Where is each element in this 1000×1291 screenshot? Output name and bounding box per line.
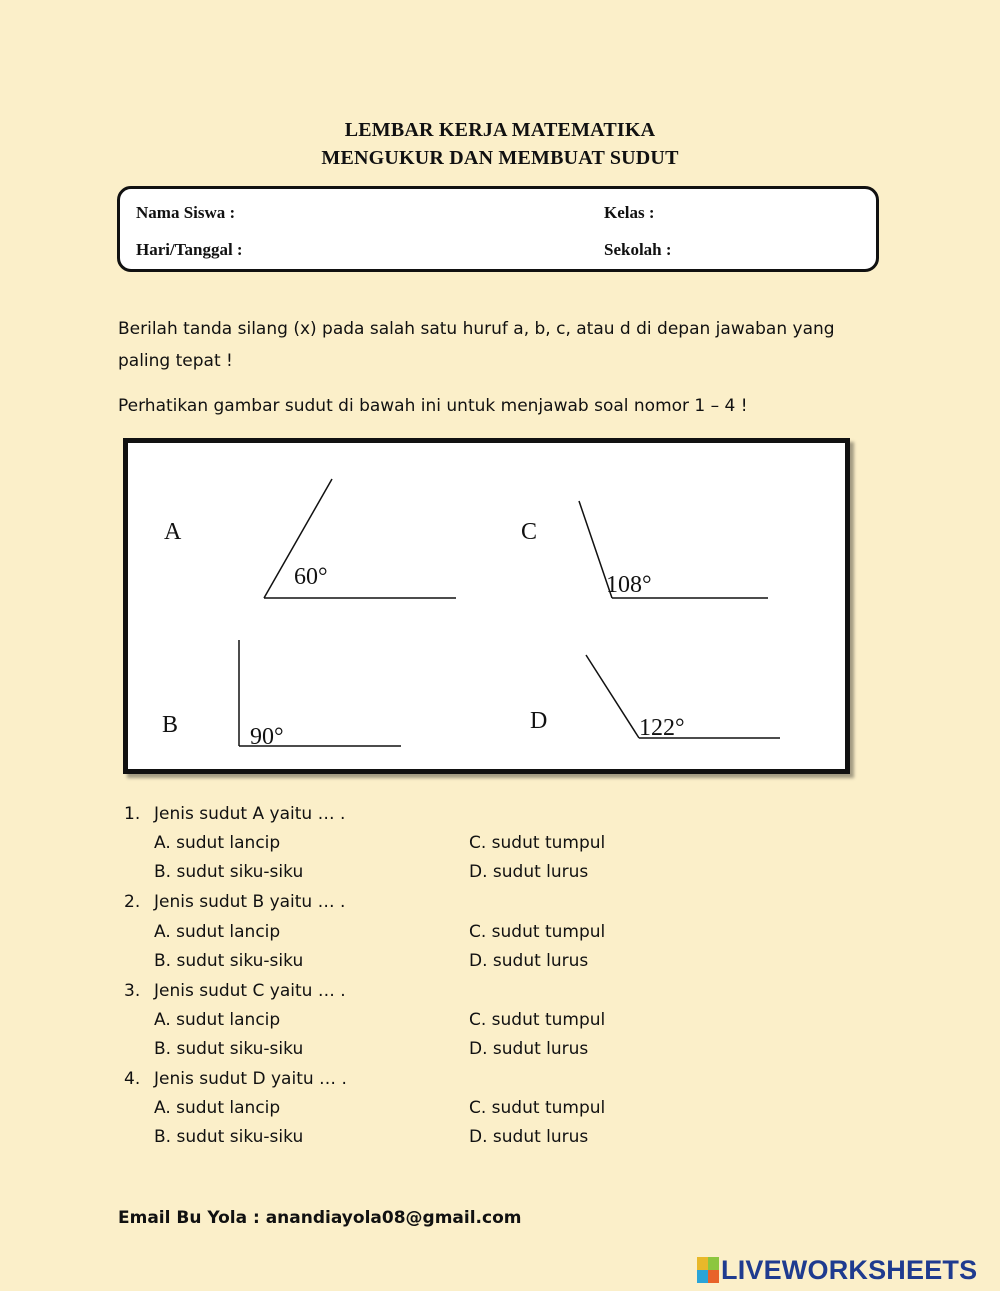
liveworksheets-logo-icon: [697, 1257, 719, 1283]
question-4-text: Jenis sudut D yaitu … .: [154, 1069, 347, 1089]
question-4-number: 4.: [124, 1069, 141, 1089]
question-2-option-c[interactable]: C. sudut tumpul: [469, 922, 606, 942]
question-4-option-d[interactable]: D. sudut lurus: [469, 1127, 589, 1147]
worksheet-subtitle: MENGUKUR DAN MEMBUAT SUDUT: [321, 147, 679, 169]
question-3-option-b[interactable]: B. sudut siku-siku: [154, 1039, 304, 1059]
question-3-option-c[interactable]: C. sudut tumpul: [469, 1010, 606, 1030]
school-label: Sekolah :: [604, 240, 672, 259]
angle-d-degree: 122°: [639, 715, 685, 741]
angle-d-label: D: [530, 708, 548, 734]
question-1-option-d[interactable]: D. sudut lurus: [469, 862, 589, 882]
question-3-option-a[interactable]: A. sudut lancip: [154, 1010, 281, 1030]
question-1-number: 1.: [124, 804, 141, 824]
question-2-text: Jenis sudut B yaitu … .: [154, 892, 346, 912]
angle-c-label: C: [521, 519, 538, 545]
instruction-line-1: Berilah tanda silang (x) pada salah satu huruf a, b, c, atau d di depan jawaban yang: [118, 319, 835, 339]
liveworksheets-logo[interactable]: [697, 1254, 977, 1286]
angle-diagram: [128, 443, 845, 769]
date-label: Hari/Tanggal :: [136, 240, 243, 259]
angle-d-arm-ray: [586, 655, 639, 738]
question-3-text: Jenis sudut C yaitu … .: [154, 981, 346, 1001]
class-label: Kelas :: [604, 203, 655, 222]
question-3-option-d[interactable]: D. sudut lurus: [469, 1039, 589, 1059]
angle-c-degree: 108°: [606, 572, 652, 598]
question-4-option-a[interactable]: A. sudut lancip: [154, 1098, 281, 1118]
question-2-option-b[interactable]: B. sudut siku-siku: [154, 951, 304, 971]
angle-b-label: B: [162, 712, 179, 738]
instruction-line-3: Perhatikan gambar sudut di bawah ini untuk menjawab soal nomor 1 – 4 !: [118, 396, 748, 416]
question-1-option-b[interactable]: B. sudut siku-siku: [154, 862, 304, 882]
instruction-line-2: paling tepat !: [118, 351, 233, 371]
student-name-label: Nama Siswa :: [136, 203, 236, 222]
question-2-number: 2.: [124, 892, 141, 912]
question-4-option-b[interactable]: B. sudut siku-siku: [154, 1127, 304, 1147]
question-2-option-a[interactable]: A. sudut lancip: [154, 922, 281, 942]
angle-a-degree: 60°: [294, 564, 328, 590]
question-4-option-c[interactable]: C. sudut tumpul: [469, 1098, 606, 1118]
angle-b-degree: 90°: [250, 724, 284, 750]
student-info-box: [117, 186, 879, 272]
question-3-number: 3.: [124, 981, 141, 1001]
question-1-option-a[interactable]: A. sudut lancip: [154, 833, 281, 853]
angle-figure: [123, 438, 850, 774]
question-1-text: Jenis sudut A yaitu … .: [154, 804, 346, 824]
angle-a-label: A: [164, 519, 182, 545]
teacher-email: Email Bu Yola : anandiayola08@gmail.com: [118, 1208, 522, 1228]
question-2-option-d[interactable]: D. sudut lurus: [469, 951, 589, 971]
question-1-option-c[interactable]: C. sudut tumpul: [469, 833, 606, 853]
liveworksheets-brand: LIVEWORKSHEETS: [721, 1254, 978, 1285]
worksheet-title: LEMBAR KERJA MATEMATIKA: [344, 119, 656, 141]
